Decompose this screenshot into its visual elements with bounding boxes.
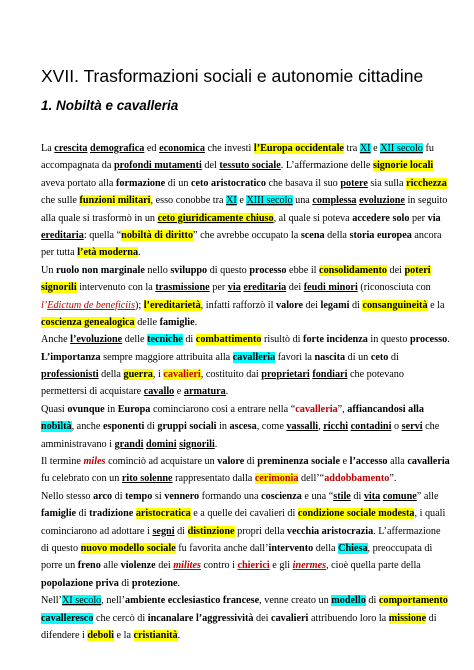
text-run: , costituito dai	[200, 369, 262, 381]
text-run: cavalleria	[232, 351, 276, 363]
text-run: , i quali	[414, 508, 446, 520]
text-run: , anche	[71, 421, 103, 433]
text-run: nascita	[314, 351, 346, 363]
text-line	[41, 331, 449, 348]
text-run: via	[227, 282, 241, 294]
text-run: cavallo	[143, 386, 175, 398]
text-run: in	[104, 403, 118, 415]
text-run: crescita	[54, 143, 88, 154]
text-line	[41, 540, 449, 557]
text-run: di	[112, 490, 126, 502]
text-run: o	[391, 421, 402, 433]
text-run: combattimento	[195, 334, 262, 346]
text-line	[41, 175, 449, 192]
text-run: l’evoluzione	[70, 334, 123, 346]
text-run: l’ereditarietà	[143, 299, 201, 311]
text-run: ruolo non marginale	[56, 264, 145, 276]
text-run: nello	[144, 264, 171, 276]
text-run: .	[177, 577, 181, 589]
text-run: segni	[152, 525, 175, 537]
text-run: affiancandosi alla	[347, 403, 424, 415]
text-run: di un	[165, 177, 191, 189]
text-run: l’	[41, 299, 48, 311]
text-line	[41, 505, 449, 522]
text-run: Il termine	[41, 456, 84, 468]
text-run: valore	[217, 456, 245, 468]
text-run: intervenuto con la	[76, 282, 156, 294]
text-run: ricchi	[323, 421, 349, 433]
text-run: ed	[144, 143, 160, 154]
text-line	[41, 453, 449, 470]
text-run: fondiari	[312, 369, 348, 381]
text-run: profondi mutamenti	[113, 160, 202, 172]
text-run: aveva portato alla	[41, 177, 116, 189]
text-run: aristocratica	[135, 508, 191, 520]
text-run: del	[201, 160, 220, 172]
text-run: signorili	[41, 282, 77, 294]
text-run: e gli	[269, 560, 293, 572]
text-run: della	[313, 542, 339, 554]
text-run: difendere i	[41, 629, 88, 641]
text-run: che basava il suo	[265, 177, 341, 189]
text-run: funzioni militari	[79, 195, 151, 207]
text-run: e la	[427, 299, 445, 311]
text-run: che	[422, 421, 440, 433]
text-run: .	[194, 316, 198, 328]
text-run: amministravano i	[41, 438, 115, 450]
text-run: domini	[145, 438, 177, 450]
text-run: ebbe il	[286, 264, 320, 276]
text-run: , al quale si poteva	[273, 212, 353, 224]
text-line	[41, 418, 449, 435]
text-run: ricchezza	[406, 177, 447, 189]
text-run: signorili	[179, 438, 215, 450]
text-run: che investì	[204, 143, 254, 154]
text-run: nobiltà	[41, 421, 72, 433]
text-run: popolazione priva	[41, 577, 119, 589]
text-run: di	[350, 490, 364, 502]
text-run: proprietari	[261, 369, 310, 381]
text-run: feudi minori	[303, 282, 358, 294]
text-run: , cioè quella parte della	[326, 560, 421, 572]
text-run: di	[174, 525, 188, 537]
text-run: , venne creato un	[259, 595, 332, 607]
text-run: ,	[318, 421, 324, 433]
text-run: consanguineità	[362, 299, 428, 311]
text-run: vassalli	[286, 421, 319, 433]
text-run: arco	[93, 490, 113, 502]
text-run: favorì la	[275, 351, 315, 363]
text-run: tessuto sociale	[219, 160, 281, 172]
text-line	[41, 366, 449, 383]
text-run: violenze	[120, 560, 156, 572]
text-run: nobiltà di diritto	[121, 229, 194, 241]
text-run: dei	[155, 560, 174, 572]
text-run: . L’affermazione	[373, 525, 441, 537]
text-run: alla quale si trasformò in un	[41, 212, 158, 224]
text-run: milites	[173, 560, 201, 572]
text-run: comune	[382, 490, 417, 502]
text-line	[41, 279, 449, 296]
text-run: ”.	[389, 473, 397, 485]
text-run: distinzione	[187, 525, 235, 537]
text-run: Anche	[41, 334, 71, 346]
text-run: XII secolo	[380, 143, 423, 154]
text-run: , preoccupata di	[367, 542, 433, 554]
text-run: Chiesa	[338, 542, 368, 554]
text-run: permettersi di acquistare	[41, 386, 144, 398]
text-run: di questo	[41, 542, 81, 554]
text-run: ” alle	[416, 490, 439, 502]
text-run: , esso conobbe tra	[150, 195, 227, 207]
text-run: di	[388, 351, 399, 363]
text-run: una	[292, 195, 313, 207]
text-run: poteri	[404, 264, 431, 276]
text-run: protezione	[131, 577, 178, 589]
text-run: La	[41, 143, 55, 154]
text-run: di	[182, 334, 196, 346]
text-run: cavalleria	[295, 403, 338, 415]
text-run: Europa	[117, 403, 151, 415]
text-run: processo	[410, 334, 448, 346]
text-line	[41, 488, 449, 505]
text-line	[41, 210, 449, 227]
text-run: della	[98, 369, 124, 381]
text-run: ceto giuridicamente chiuso	[157, 212, 274, 224]
text-run: economica	[159, 143, 205, 154]
text-run: dei	[253, 612, 272, 624]
text-line	[41, 192, 449, 209]
text-run: , infatti rafforzò il	[200, 299, 277, 311]
text-run: accompagnata da	[41, 160, 114, 172]
text-run: incanalare l’aggressività	[147, 612, 254, 624]
text-run: fu favorita anche dall’	[175, 542, 269, 554]
section-subtitle: 1. Nobiltà e cavalleria	[41, 98, 179, 113]
text-run: cerimonia	[254, 473, 299, 485]
text-run: in questo	[367, 334, 411, 346]
document-body	[41, 140, 449, 644]
text-run: accedere solo	[352, 212, 410, 224]
text-run: : quella “	[83, 229, 122, 241]
text-run: , i	[152, 369, 164, 381]
text-run: modello	[331, 595, 366, 607]
text-run: scena	[300, 229, 325, 241]
text-run: Quasi	[41, 403, 68, 415]
text-run: di	[244, 456, 258, 468]
text-run: tempo	[125, 490, 153, 502]
text-run: esponenti	[102, 421, 145, 433]
text-line	[41, 592, 449, 609]
text-run: fu celebrato con un	[41, 473, 122, 485]
text-run: per	[209, 282, 228, 294]
text-run: .	[225, 386, 229, 398]
text-run: XI secolo	[61, 595, 102, 607]
text-run: missione	[388, 612, 427, 624]
text-line	[41, 349, 449, 366]
text-run: e una “	[301, 490, 334, 502]
text-run: dell’“	[298, 473, 325, 485]
text-run: cavalieri	[163, 369, 201, 381]
text-run: che potevano	[347, 369, 404, 381]
text-run: professionisti	[41, 369, 99, 381]
text-run: cristianità	[133, 629, 178, 641]
text-run: evoluzione	[359, 195, 405, 207]
text-run: sviluppo	[170, 264, 208, 276]
text-run: , come	[256, 421, 287, 433]
text-run: complessa	[312, 195, 357, 207]
text-line	[41, 314, 449, 331]
text-run: tradizione	[89, 508, 134, 520]
text-run: formando una	[199, 490, 262, 502]
text-run: , nell’	[101, 595, 126, 607]
text-run: delle	[134, 316, 160, 328]
text-line	[41, 244, 449, 261]
text-run: per	[409, 212, 428, 224]
text-run: di	[118, 577, 132, 589]
text-run: ”,	[337, 403, 348, 415]
text-run: cavalleresco	[41, 612, 94, 624]
text-run: di	[365, 595, 379, 607]
text-run: valore	[276, 299, 303, 311]
text-run: e	[236, 195, 247, 207]
text-run: ereditaria	[41, 229, 84, 241]
text-run: ceto aristocratico	[190, 177, 266, 189]
text-run: Nello stesso	[41, 490, 94, 502]
text-run: tra	[343, 143, 360, 154]
text-run: guerra	[123, 369, 153, 381]
text-run: che sulle	[41, 195, 80, 207]
text-run: di	[426, 612, 437, 624]
text-run: consolidamento	[319, 264, 387, 276]
text-run: stile	[333, 490, 351, 502]
text-run: inermes	[292, 560, 327, 572]
text-run: XIII secolo	[246, 195, 293, 207]
text-run: via	[427, 212, 441, 224]
text-run: XI	[226, 195, 237, 207]
text-run: cavalleria	[407, 456, 450, 468]
text-run: famiglie	[41, 508, 77, 520]
text-run: alle	[100, 560, 121, 572]
text-run: grandi	[114, 438, 144, 450]
text-run: di un	[345, 351, 371, 363]
text-run: porre un	[41, 560, 78, 572]
text-run: in seguito	[404, 195, 448, 207]
text-run: deboli	[87, 629, 114, 641]
text-run: in	[216, 421, 230, 433]
text-run: risultò di	[261, 334, 304, 346]
text-run: miles	[83, 456, 106, 468]
text-run: ovunque	[67, 403, 105, 415]
text-run: demografica	[90, 143, 145, 154]
text-line	[41, 401, 449, 418]
text-run: nuovo modello sociale	[80, 542, 176, 554]
text-run: l’accesso	[349, 456, 388, 468]
text-run: l’Europa occidentale	[253, 143, 344, 154]
text-run: comportamento	[378, 595, 448, 607]
text-run: legami	[320, 299, 350, 311]
text-line	[41, 227, 449, 244]
text-run: Un	[41, 264, 56, 276]
text-run: per tutta	[41, 247, 78, 259]
text-run: coscienza genealogica	[41, 316, 135, 328]
text-run: .	[138, 247, 141, 259]
text-run: servi	[401, 421, 423, 433]
text-run: condizione sociale modesta	[297, 508, 415, 520]
text-line	[41, 436, 449, 453]
text-line	[41, 575, 449, 592]
text-run: sia sulla	[367, 177, 407, 189]
text-run: L’importanza	[41, 351, 101, 363]
text-run: (riconosciuta con	[357, 282, 431, 294]
text-run: Nell’	[41, 595, 62, 607]
text-run: attribuendo loro la	[308, 612, 389, 624]
text-run: e	[174, 386, 184, 398]
text-line	[41, 610, 449, 627]
text-run: vita	[363, 490, 381, 502]
text-line	[41, 157, 449, 174]
text-run: gruppi sociali	[157, 421, 217, 433]
text-run: formazione	[115, 177, 166, 189]
text-run: che cercò di	[93, 612, 148, 624]
text-run: . L’affermazione delle	[280, 160, 373, 172]
text-run: freno	[77, 560, 101, 572]
text-run: ancora	[411, 229, 442, 241]
text-run: vecchia aristocrazia	[286, 525, 374, 537]
text-run: preminenza sociale	[257, 456, 340, 468]
text-run: contro i	[200, 560, 238, 572]
text-run: dei	[303, 299, 321, 311]
text-run: ascesa	[229, 421, 257, 433]
text-run: signorie locali	[372, 160, 434, 172]
text-run: storia europea	[349, 229, 412, 241]
text-line	[41, 262, 449, 279]
text-run: sempre maggiore attribuita alla	[100, 351, 233, 363]
text-run: delle	[122, 334, 148, 346]
text-run: cavalieri	[271, 612, 309, 624]
text-run: della	[324, 229, 350, 241]
text-run: cominciarono così a entrare nella “	[150, 403, 296, 415]
text-run: fu	[422, 143, 434, 154]
text-run: vennero	[164, 490, 200, 502]
text-run: intervento	[268, 542, 314, 554]
text-run: e a quelle dei cavalieri di	[190, 508, 298, 520]
text-run: dei	[386, 264, 405, 276]
text-run: armatura	[183, 386, 226, 398]
text-run: ereditaria	[243, 282, 287, 294]
text-run: .	[177, 629, 181, 641]
text-run: e la	[114, 629, 134, 641]
text-run: propri della	[234, 525, 287, 537]
text-run: ceto	[370, 351, 389, 363]
chapter-title: XVII. Trasformazioni sociali e autonomie cittadine	[41, 66, 424, 86]
text-line	[41, 557, 449, 574]
text-run: famiglie	[159, 316, 195, 328]
text-run: e	[340, 456, 350, 468]
text-run: di	[144, 421, 158, 433]
text-run: ambiente ecclesiastico francese	[125, 595, 260, 607]
text-run: e	[370, 143, 381, 154]
text-run: rito solenne	[121, 473, 173, 485]
text-run: .	[214, 438, 218, 450]
text-run: addobbamento	[324, 473, 390, 485]
text-run: rappresentato dalla	[172, 473, 255, 485]
text-run: contadini	[350, 421, 392, 433]
text-run: coscienza	[261, 490, 302, 502]
text-run: forte incidenza	[303, 334, 368, 346]
text-run: trasmissione	[155, 282, 210, 294]
text-line	[41, 523, 449, 540]
text-line	[41, 470, 449, 487]
text-run: tecniche	[147, 334, 183, 346]
text-run: potere	[340, 177, 368, 189]
text-line	[41, 383, 449, 400]
text-run: Edictum de beneficiis	[47, 299, 135, 311]
text-run: chierici	[237, 560, 270, 572]
text-run: cominciarono ad adottare i	[41, 525, 153, 537]
text-line	[41, 627, 449, 644]
text-run: di questo	[207, 264, 250, 276]
text-run: l’età moderna	[77, 247, 139, 259]
text-run: alla	[387, 456, 408, 468]
text-run: si	[152, 490, 165, 502]
text-line	[41, 297, 449, 314]
text-line	[41, 140, 449, 157]
text-run: dei	[286, 282, 304, 294]
text-run: XI	[359, 143, 371, 154]
text-run: .	[447, 334, 450, 346]
text-run: cominciò ad acquistare un	[105, 456, 218, 468]
text-run: di	[76, 508, 90, 520]
text-run: di	[349, 299, 363, 311]
text-run: ” che avrebbe occupato la	[193, 229, 301, 241]
text-run: processo	[249, 264, 287, 276]
text-run: );	[134, 299, 144, 311]
